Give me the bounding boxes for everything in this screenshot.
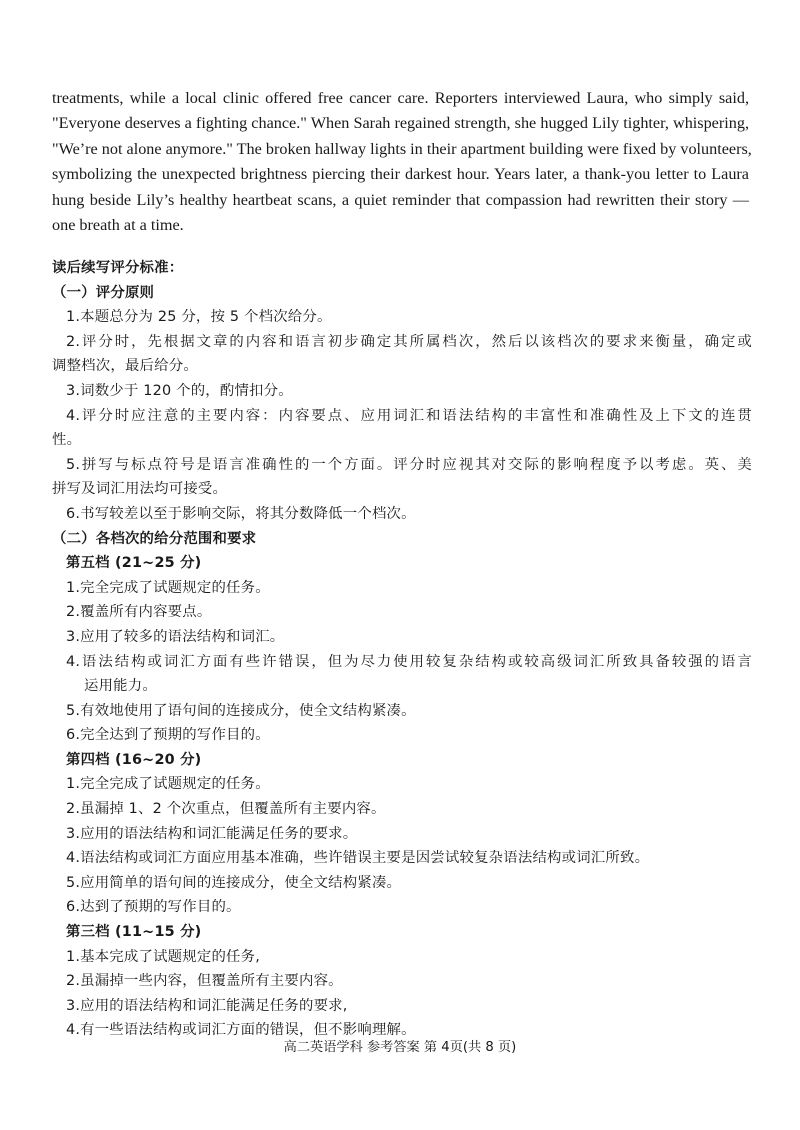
tier-item-continued: 运用能力。 [84,678,157,695]
passage-paragraph [52,86,752,238]
tier-item: 1.完全完成了试题规定的任务。 [66,776,270,793]
passage-line: symbolizing the unexpected brightness piercing their darkest hour. Years later, a thank-you letter to Laura [52,165,749,184]
tier-item: 6.完全达到了预期的写作目的。 [66,727,270,744]
rubric-title: 读后续写评分标准： [52,260,184,276]
tier-item: 2.虽漏掉 1、2 个次重点，但覆盖所有主要内容。 [66,801,386,818]
rubric-section [52,256,752,1043]
tier-item: 4.语法结构或词汇方面有些许错误，但为尽力使用较复杂结构或较高级词汇所致具备较强的语言 [66,653,752,670]
tier-item: 5.有效地使用了语句间的连接成分，使全文结构紧凑。 [66,702,416,719]
passage-line: "Everyone deserves a fighting chance." When Sarah regained strength, she hugged Lily tighter, whispering, [52,114,749,133]
passage-line: "We’re not alone anymore." The broken hallway lights in their apartment building were fixed by volunteers, [52,139,752,158]
tier-item: 2.覆盖所有内容要点。 [66,604,212,621]
tier-item: 3.应用了较多的语法结构和词汇。 [66,628,285,645]
tier-item: 2.虽漏掉一些内容，但覆盖所有主要内容。 [66,973,343,990]
principle-item: 5.拼写与标点符号是语言准确性的一个方面。评分时应视其对交际的影响程度予以考虑。英、美 [66,456,752,473]
principle-item-continued: 调整档次，最后给分。 [52,358,198,375]
principle-item: 6.书写较差以至于影响交际，将其分数降低一个档次。 [66,505,416,522]
tier-item: 1.完全完成了试题规定的任务。 [66,579,270,596]
principle-item: 3.词数少于 120 个的，酌情扣分。 [66,382,293,399]
tier-item: 6.达到了预期的写作目的。 [66,899,241,916]
tier-item: 3.应用的语法结构和词汇能满足任务的要求。 [66,825,358,842]
principles-heading: （一）评分原则 [52,284,155,301]
passage-line: hung beside Lily’s healthy heartbeat scans, a quiet reminder that compassion had rewritten their story — [52,190,749,209]
tier-title: 第三档 (11~15 分) [66,924,202,941]
principle-item: 1.本题总分为 25 分，按 5 个档次给分。 [66,309,332,326]
tier-item: 4.有一些语法结构或词汇方面的错误，但不影响理解。 [66,1022,416,1039]
tier-item: 1.基本完成了试题规定的任务, [66,948,260,965]
tiers-heading: （二）各档次的给分范围和要求 [52,530,257,547]
principle-item: 4.评分时应注意的主要内容：内容要点、应用词汇和语法结构的丰富性和准确性及上下文的连贯 [66,407,752,424]
tier-item: 5.应用简单的语句间的连接成分，使全文结构紧凑。 [66,874,402,891]
principle-item-continued: 拼写及词汇用法均可接受。 [52,481,228,498]
tier-item: 3.应用的语法结构和词汇能满足任务的要求, [66,997,348,1014]
page-footer: 高二英语学科 参考答案 第 4页(共 8 页) [283,1040,517,1055]
passage-line: one breath at a time. [52,216,184,235]
tier-item: 4.语法结构或词汇方面应用基本准确，些许错误主要是因尝试较复杂语法结构或词汇所致。 [66,850,650,867]
tier-title: 第五档 (21~25 分) [66,555,202,572]
tier-title: 第四档 (16~20 分) [66,751,202,768]
principle-item: 2.评分时，先根据文章的内容和语言初步确定其所属档次，然后以该档次的要求来衡量，确定或 [66,333,752,350]
passage-line: treatments, while a local clinic offered free cancer care. Reporters interviewed Laura, who simply said, [52,89,749,107]
principle-item-continued: 性。 [52,432,82,449]
